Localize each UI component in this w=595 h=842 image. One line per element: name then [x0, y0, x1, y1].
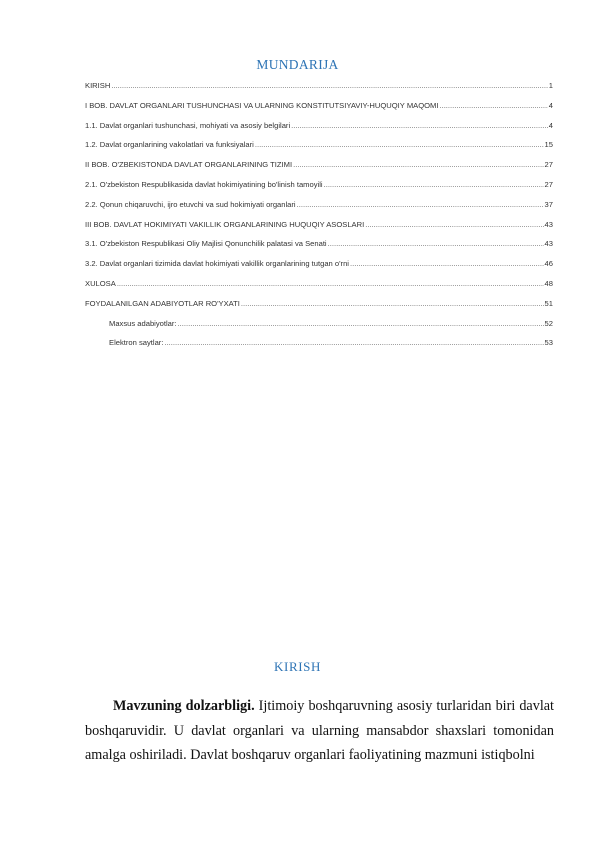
- body-paragraph: [85, 694, 554, 768]
- toc-leader-dots: [293, 160, 543, 170]
- toc-entry[interactable]: [85, 319, 553, 329]
- toc-entry-label: 1.1. Davlat organlari tushunchasi, mohiyati va asosiy belgilari: [85, 120, 291, 130]
- toc-entry[interactable]: [85, 180, 553, 190]
- toc-entry-label: Elektron saytlar:: [109, 338, 164, 348]
- toc-entry-page: 27: [544, 179, 553, 189]
- toc-leader-dots: [328, 239, 544, 249]
- table-of-contents: [85, 81, 553, 358]
- toc-leader-dots: [164, 338, 543, 348]
- toc-entry-page: 52: [544, 318, 553, 328]
- toc-entry-page: 37: [544, 199, 553, 209]
- toc-leader-dots: [291, 121, 548, 131]
- toc-entry-page: 4: [548, 120, 553, 130]
- toc-entry-label: XULOSA: [85, 278, 116, 288]
- toc-entry-label: 1.2. Davlat organlarining vakolatlari va funksiyalari: [85, 140, 254, 150]
- toc-entry[interactable]: [85, 220, 553, 230]
- toc-entry[interactable]: [85, 279, 553, 289]
- toc-entry[interactable]: [85, 160, 553, 170]
- toc-leader-dots: [241, 299, 544, 309]
- toc-leader-dots: [255, 140, 544, 150]
- toc-leader-dots: [117, 279, 544, 289]
- toc-leader-dots: [324, 180, 544, 190]
- toc-entry[interactable]: [85, 101, 553, 111]
- toc-entry-page: 53: [544, 338, 553, 348]
- toc-entry[interactable]: [85, 140, 553, 150]
- toc-entry[interactable]: [85, 239, 553, 249]
- toc-entry-label: Maxsus adabiyotlar:: [109, 318, 177, 328]
- toc-entry-label: KIRISH: [85, 81, 111, 90]
- toc-entry[interactable]: [85, 200, 553, 210]
- toc-entry-page: 51: [544, 298, 553, 308]
- lead-phrase: Mavzuning dolzarbligi.: [113, 698, 255, 715]
- toc-entry-page: 27: [544, 160, 553, 170]
- toc-leader-dots: [297, 200, 544, 210]
- toc-entry[interactable]: [85, 338, 553, 348]
- toc-entry-page: 4: [548, 100, 553, 110]
- toc-leader-dots: [365, 220, 543, 230]
- paragraph-text: Ijtimoiy boshqaruvning asosiy turlaridan biri davlat boshqaruvidir. U davlat organlari va ularning mansabdor shaxslari tomonidan amalga oshiriladi. Davlat boshqaruv organlari faoliyatining mazmuni istiqbolni: [85, 698, 555, 764]
- toc-leader-dots: [111, 81, 547, 91]
- toc-title: MUNDARIJA: [256, 57, 339, 72]
- toc-leader-dots: [439, 101, 547, 111]
- toc-entry[interactable]: [85, 299, 553, 309]
- toc-entry-page: 43: [544, 239, 553, 249]
- toc-entry-label: III BOB. DAVLAT HOKIMIYATI VAKILLIK ORGANLARINING HUQUQIY ASOSLARI: [85, 219, 365, 229]
- toc-entry-page: 48: [544, 278, 553, 288]
- toc-entry-page: 46: [544, 259, 553, 269]
- toc-entry-label: FOYDALANILGAN ADABIYOTLAR RO'YXATI: [85, 298, 240, 308]
- toc-entry-page: 15: [544, 140, 553, 150]
- toc-entry-label: 2.2. Qonun chiqaruvchi, ijro etuvchi va sud hokimiyati organlari: [85, 199, 296, 209]
- toc-leader-dots: [178, 319, 544, 329]
- toc-entry-label: 3.1. O'zbekiston Respublikasi Oliy Majlisi Qonunchilik palatasi va Senati: [85, 239, 327, 249]
- toc-entry[interactable]: [85, 121, 553, 131]
- toc-leader-dots: [350, 259, 544, 269]
- toc-entry-label: II BOB. O'ZBEKISTONDA DAVLAT ORGANLARINING TIZIMI: [85, 160, 293, 170]
- toc-entry-label: 3.2. Davlat organlari tizimida davlat hokimiyati vakillik organlarining tutgan o'rni: [85, 259, 349, 269]
- toc-entry[interactable]: [85, 259, 553, 269]
- section-heading: KIRISH: [274, 659, 321, 674]
- toc-entry-label: I BOB. DAVLAT ORGANLARI TUSHUNCHASI VA ULARNING KONSTITUTSIYAVIY-HUQUQIY MAQOMI: [85, 100, 439, 110]
- toc-entry-label: 2.1. O'zbekiston Respublikasida davlat hokimiyatining bo'linish tamoyili: [85, 179, 323, 189]
- toc-entry-page: 1: [548, 81, 553, 90]
- toc-entry-page: 43: [544, 219, 553, 229]
- toc-entry[interactable]: [85, 81, 553, 91]
